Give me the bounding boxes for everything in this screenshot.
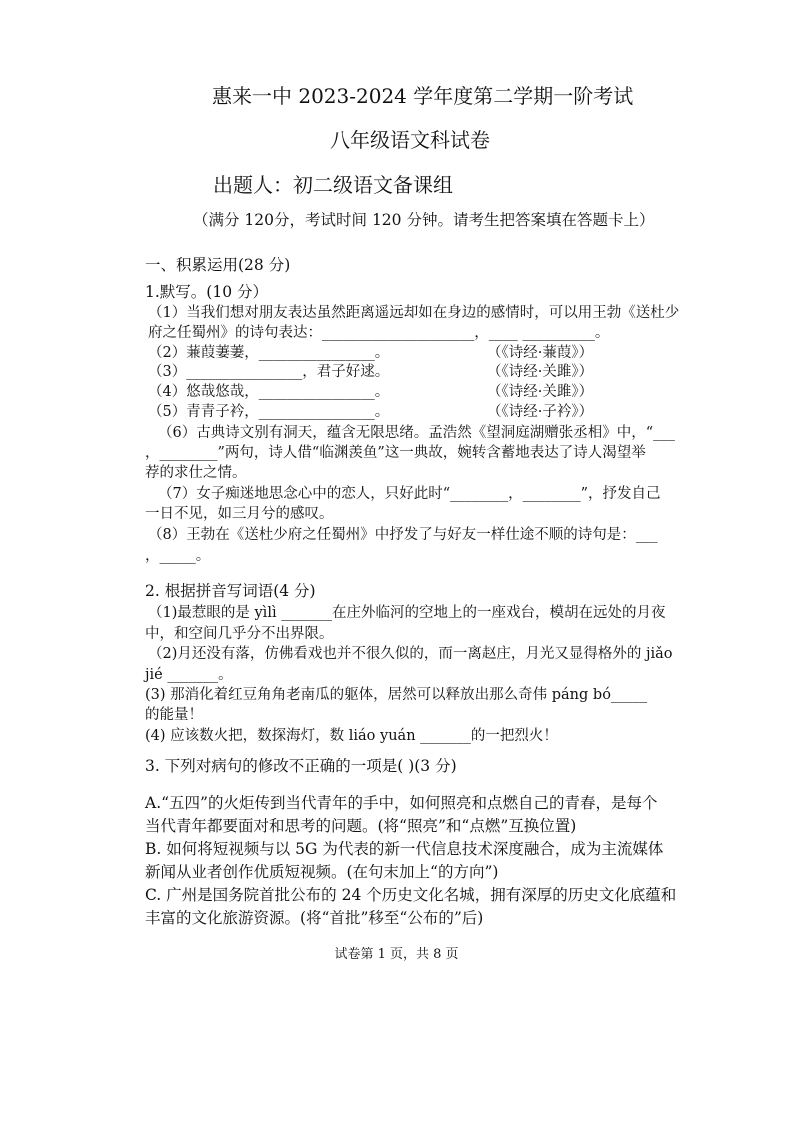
q3-option-line: A.“五四”的火炬传到当代青年的手中，如何照亮和点燃自己的青春，是每个 xyxy=(145,794,658,812)
q3-title: 3. 下列对病句的修改不正确的一项是( )(3 分) xyxy=(145,757,457,775)
q2-title: 2. 根据拼音写词语(4 分) xyxy=(145,582,316,600)
q1-line: 一日不见，如三月兮的感叹。 xyxy=(145,506,334,522)
q1-line: （1）当我们想对朋友表达虽然距离遥远却如在身边的感情时，可以用王勃《送杜少 xyxy=(148,305,680,321)
q3-option-line: 新闻从业者创作优质短视频。(在句末加上“的方向”) xyxy=(145,863,499,881)
q1-source: （《诗经·子衿》） xyxy=(487,404,594,420)
q1-source: （《诗经·关雎》） xyxy=(487,364,594,380)
section-heading: 一、积累运用(28 分) xyxy=(145,256,291,274)
exam-note: （满分 120分，考试时间 120 分钟。请考生把答案填在答题卡上） xyxy=(193,211,655,229)
q2-line: （2)月还没有落，仿佛看戏也并不很久似的，而一离赵庄，月光又显得格外的 jiǎo xyxy=(148,646,673,662)
q1-line: （3）________________，君子好逑。 xyxy=(148,364,390,380)
q1-line: （7）女子痴迷地思念心中的恋人，只好此时“________，________”，抒发自己 xyxy=(158,486,661,502)
q3-option-line: 当代青年都要面对和思考的问题。(将“照亮”和“点燃”互换位置) xyxy=(145,817,577,835)
q1-source: （《诗经·关雎》） xyxy=(487,384,594,400)
q2-line: (4) 应该数火把，数探海灯，数 liáo yuán _______的一把烈火！ xyxy=(145,728,558,744)
q2-line: (3) 那消化着红豆角角老南瓜的躯体，居然可以释放出那么奇伟 páng bó_____ xyxy=(145,687,648,703)
q3-option-line: C. 广州是国务院首批公布的 24 个历史文化名城，拥有深厚的历史文化底蕴和 xyxy=(145,886,677,904)
q1-line: ，________”两句，诗人借“临渊羡鱼”这一典故，婉转含蓄地表达了诗人渴望举 xyxy=(145,445,646,461)
q1-line: （4）悠哉悠哉，________________。 xyxy=(148,384,390,400)
q1-line: （5）青青子衿，________________。 xyxy=(148,404,390,420)
q2-line: 中，和空间几乎分不出界限。 xyxy=(145,626,334,642)
q2-line: jié _______。 xyxy=(145,667,233,683)
page-footer: 试卷第 1 页，共 8 页 xyxy=(334,947,459,962)
q2-line: 的能量！ xyxy=(145,707,203,723)
q1-line: 府之任蜀州》的诗句表达：_____________________，____ __________。 xyxy=(148,325,610,341)
q1-line: ，_____。 xyxy=(145,548,211,564)
q1-line: （6）古典诗文别有洞天，蕴含无限思绪。孟浩然《望洞庭湖赠张丞相》中，“___ xyxy=(158,425,675,441)
q3-option-line: 丰富的文化旅游资源。(将“首批”移至“公布的”后) xyxy=(145,909,484,927)
q1-line: （8）王勃在《送杜少府之任蜀州》中抒发了与好友一样仕途不顺的诗句是：___ xyxy=(148,527,658,543)
q1-title: 1.默写。(10 分） xyxy=(145,283,268,301)
subtitle: 八年级语文科试卷 xyxy=(330,128,490,152)
q2-line: （1)最惹眼的是 yìlì _______在庄外临河的空地上的一座戏台，模胡在远处的月夜 xyxy=(148,605,666,621)
setter: 出题人：初二级语文备课组 xyxy=(213,173,453,197)
q1-line: 荐的求仕之情。 xyxy=(145,465,247,481)
q1-source: （《诗经·蒹葭》） xyxy=(487,345,594,361)
q3-option-line: B. 如何将短视频与以 5G 为代表的新一代信息技术深度融合，成为主流媒体 xyxy=(145,840,664,858)
q1-line: （2）蒹葭萋萋，________________。 xyxy=(148,345,390,361)
title: 惠来一中 2023-2024 学年度第二学期一阶考试 xyxy=(212,84,634,108)
